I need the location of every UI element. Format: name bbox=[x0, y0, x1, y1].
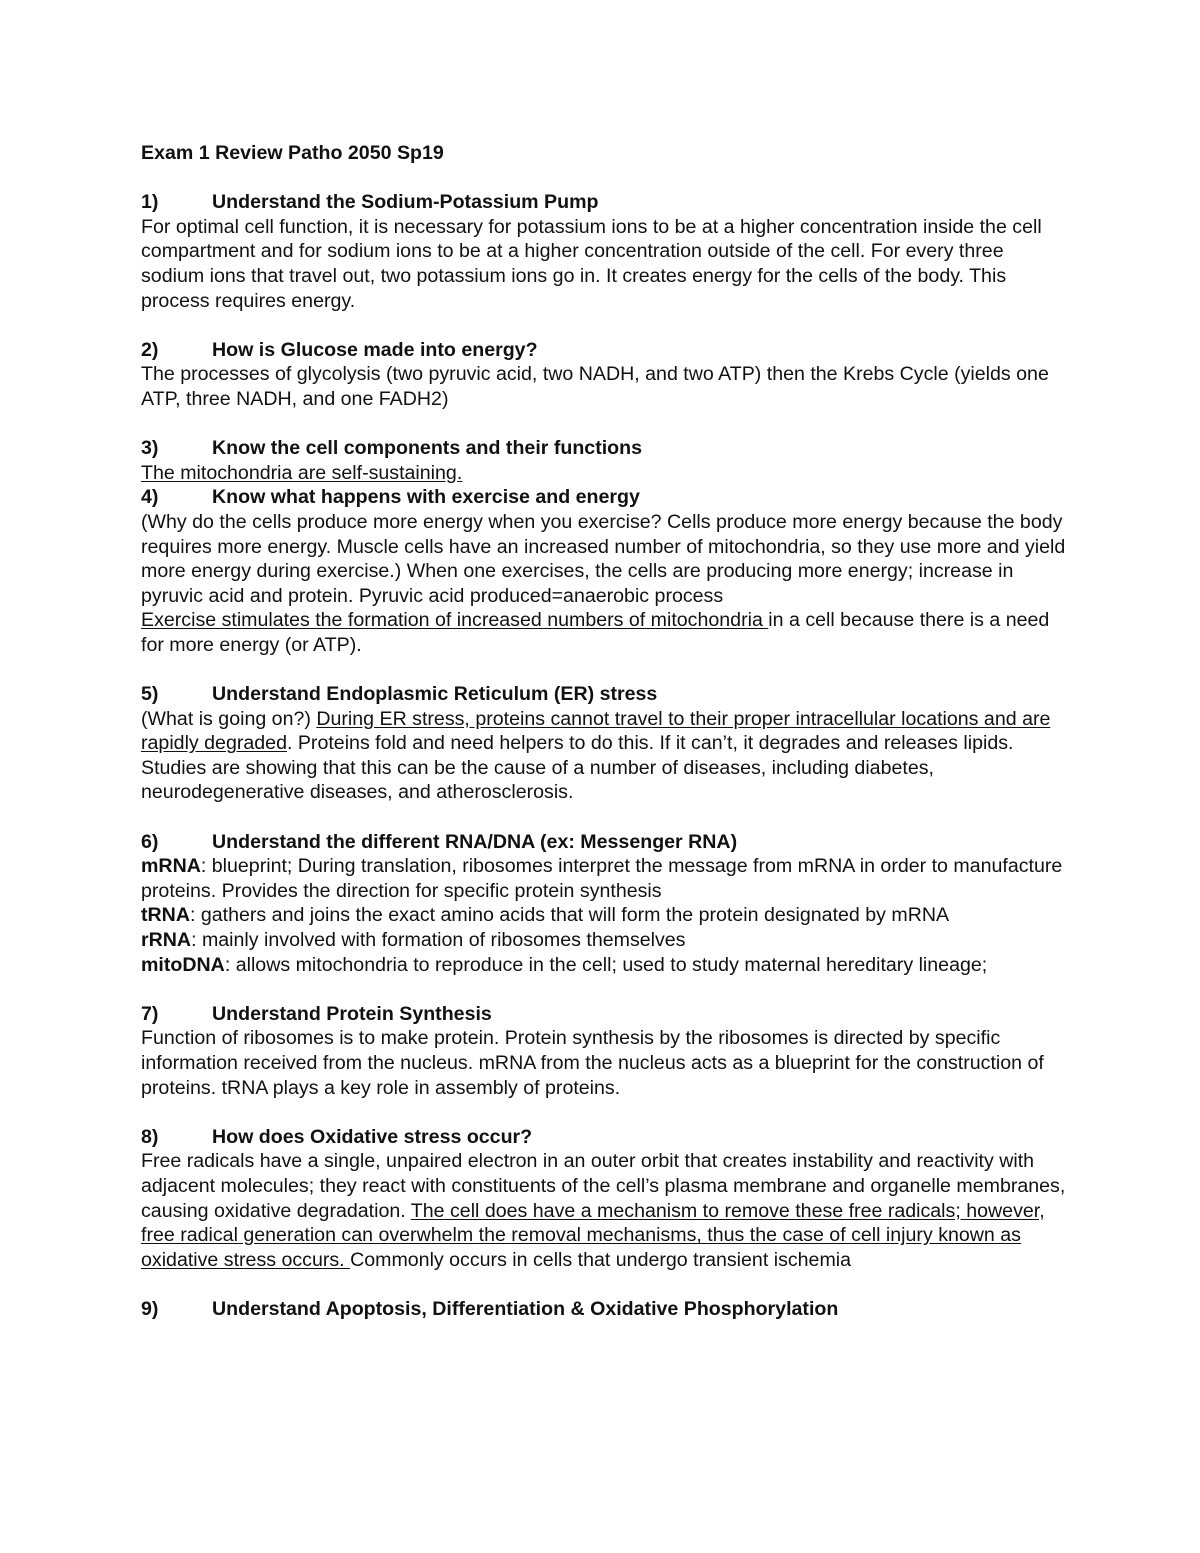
question-heading-text: Understand Apoptosis, Differentiation & Oxidative Phosphorylation bbox=[212, 1297, 839, 1320]
question-8-heading bbox=[141, 1125, 1066, 1150]
question-heading-text: How is Glucose made into energy? bbox=[212, 338, 538, 361]
question-4-note bbox=[141, 608, 1066, 657]
rna-term: tRNA bbox=[141, 904, 190, 927]
question-heading-text: How does Oxidative stress occur? bbox=[212, 1125, 533, 1148]
question-3-heading bbox=[141, 436, 1066, 461]
question-5-answer bbox=[141, 707, 1066, 805]
question-7-heading bbox=[141, 1002, 1066, 1027]
question-number: 1) bbox=[141, 191, 159, 214]
question-number: 7) bbox=[141, 1002, 159, 1025]
question-9-heading bbox=[141, 1297, 1066, 1322]
rna-item-rrna bbox=[141, 928, 1066, 953]
document-page bbox=[141, 141, 1066, 1322]
question-number: 6) bbox=[141, 830, 159, 853]
question-1-heading bbox=[141, 190, 1066, 215]
question-number: 4) bbox=[141, 486, 159, 509]
question-number: 2) bbox=[141, 338, 159, 361]
question-heading-text: Understand Endoplasmic Reticulum (ER) stress bbox=[212, 683, 658, 706]
underlined-text: The mitochondria are self-sustaining. bbox=[141, 461, 463, 484]
question-1-answer: For optimal cell function, it is necessary for potassium ions to be at a higher concentration inside the cell compartment and for sodium ions to be at a higher concentration outside of the cell. For every three sodium ions that travel out, two potassium ions go in. It creates energy for the cells of the body. This process requires energy. bbox=[141, 215, 1042, 312]
rna-term: rRNA bbox=[141, 929, 192, 951]
question-4-answer: (Why do the cells produce more energy when you exercise? Cells produce more energy because the body requires more energy. Muscle cells have an increased number of mitochondria, so they use more and yield more energy during exercise.) When one exercises, the cells are producing more energy; increase in pyruvic acid and protein. Pyruvic acid produced=anaerobic process bbox=[141, 510, 1066, 607]
question-4-heading bbox=[141, 485, 1066, 510]
answer-text: Free radicals have a single, unpaired electron in an outer orbit that creates instability and reactivity with adjacent molecules; they react with constituents of the cell’s plasma membrane and organelle membranes, causing oxidative degradation. bbox=[141, 1150, 1066, 1222]
rna-item-trna bbox=[141, 903, 1066, 928]
question-6-heading bbox=[141, 830, 1066, 855]
question-heading-text: Understand the different RNA/DNA (ex: Messenger RNA) bbox=[212, 830, 738, 853]
question-number: 5) bbox=[141, 683, 159, 706]
answer-text: . Proteins fold and need helpers to do this. If it can’t, it degrades and releases lipids. Studies are showing that this can be the cause of a number of diseases, including diabetes, neurodegenerative diseases, and atherosclerosis. bbox=[141, 732, 1014, 804]
rna-term: mRNA bbox=[141, 855, 201, 878]
rna-definition: : mainly involved with formation of ribosomes themselves bbox=[191, 929, 686, 951]
underlined-text: The cell does have a mechanism to remove these free radicals; however, free radical generation can overwhelm the removal mechanisms, thus the case of cell injury known as oxidative stress occurs. bbox=[141, 1199, 1045, 1271]
question-8-answer bbox=[141, 1149, 1066, 1272]
question-heading-text: Know the cell components and their functions bbox=[212, 437, 643, 460]
question-3-answer bbox=[141, 461, 1066, 486]
document-title: Exam 1 Review Patho 2050 Sp19 bbox=[141, 142, 444, 164]
rna-term: mitoDNA bbox=[141, 953, 225, 976]
answer-text: (What is going on?) bbox=[141, 707, 317, 730]
answer-text: Commonly occurs in cells that undergo transient ischemia bbox=[350, 1248, 852, 1271]
question-heading-text: Understand the Sodium-Potassium Pump bbox=[212, 191, 599, 214]
rna-item-mitodna bbox=[141, 953, 1066, 978]
question-2-answer: The processes of glycolysis (two pyruvic acid, two NADH, and two ATP) then the Krebs Cycle (yields one ATP, three NADH, and one FADH2) bbox=[141, 363, 1049, 410]
answer-text: in a cell because there is a need for more energy (or ATP). bbox=[141, 609, 1050, 656]
question-number: 8) bbox=[141, 1125, 159, 1148]
question-heading-text: Understand Protein Synthesis bbox=[212, 1002, 492, 1025]
question-2-heading bbox=[141, 338, 1066, 363]
rna-definition: : blueprint; During translation, ribosomes interpret the message from mRNA in order to manufacture proteins. Provides the direction for specific protein synthesis bbox=[141, 855, 1063, 902]
question-number: 3) bbox=[141, 437, 159, 460]
underlined-text: During ER stress, proteins cannot travel to their proper intracellular locations and are rapidly degraded bbox=[141, 707, 1051, 755]
question-7-answer: Function of ribosomes is to make protein. Protein synthesis by the ribosomes is directed by specific information received from the nucleus. mRNA from the nucleus acts as a blueprint for the construction of proteins. tRNA plays a key role in assembly of proteins. bbox=[141, 1027, 1044, 1099]
question-heading-text: Know what happens with exercise and energy bbox=[212, 486, 640, 509]
rna-definition: : allows mitochondria to reproduce in the cell; used to study maternal hereditary lineage; bbox=[224, 953, 988, 976]
question-number: 9) bbox=[141, 1297, 159, 1320]
underlined-text: Exercise stimulates the formation of increased numbers of mitochondria bbox=[141, 609, 769, 632]
question-5-heading bbox=[141, 682, 1066, 707]
rna-definition: : gathers and joins the exact amino acids that will form the protein designated by mRNA bbox=[189, 904, 950, 927]
rna-item-mrna bbox=[141, 854, 1066, 903]
